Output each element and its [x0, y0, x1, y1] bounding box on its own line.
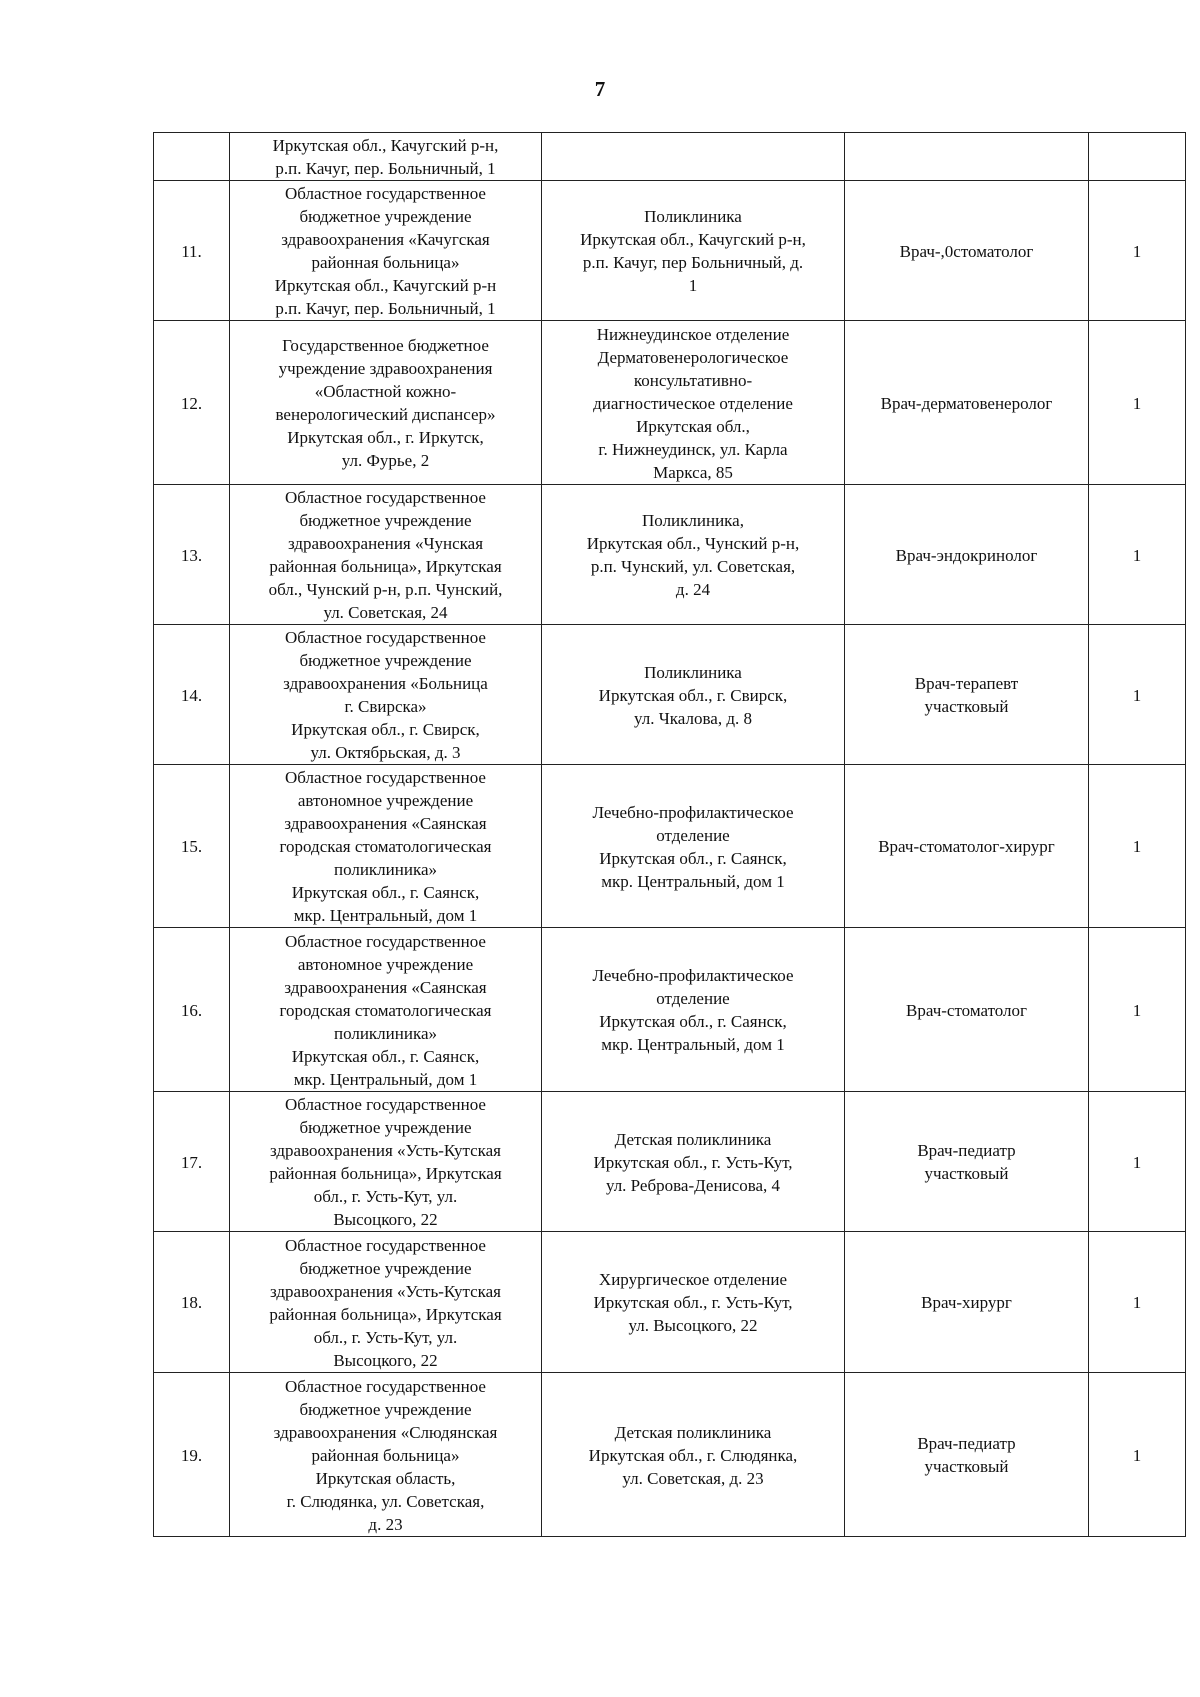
- table-row: [154, 1373, 1186, 1537]
- institution-cell: Областное государственное бюджетное учреждение здравоохранения «Усть-Кутская районная больница», Иркутская обл., г. Усть-Кут, ул. Высоцкого, 22: [230, 1092, 542, 1232]
- table-row: [154, 485, 1186, 625]
- table-row: [154, 1092, 1186, 1232]
- count-cell: 1: [1089, 321, 1186, 485]
- institution-cell: Иркутская обл., Качугский р-н, р.п. Качуг, пер. Больничный, 1: [230, 133, 542, 181]
- count-cell: [1089, 133, 1186, 181]
- table-row: [154, 133, 1186, 181]
- institution-cell: Областное государственное бюджетное учреждение здравоохранения «Усть-Кутская районная больница», Иркутская обл., г. Усть-Кут, ул. Высоцкого, 22: [230, 1232, 542, 1373]
- row-number: 19.: [154, 1373, 230, 1537]
- department-cell: Хирургическое отделение Иркутская обл., г. Усть-Кут, ул. Высоцкого, 22: [542, 1232, 845, 1373]
- position-cell: Врач-педиатр участковый: [845, 1373, 1089, 1537]
- table-row: [154, 928, 1186, 1092]
- row-number: 15.: [154, 765, 230, 928]
- table-body: [154, 133, 1186, 1537]
- institution-cell: Государственное бюджетное учреждение здравоохранения «Областной кожно- венерологический диспансер» Иркутская обл., г. Иркутск, ул. Фурье, 2: [230, 321, 542, 485]
- position-cell: Врач-эндокринолог: [845, 485, 1089, 625]
- department-cell: Поликлиника Иркутская обл., Качугский р-н, р.п. Качуг, пер Больничный, д. 1: [542, 181, 845, 321]
- count-cell: 1: [1089, 765, 1186, 928]
- department-cell: Поликлиника Иркутская обл., г. Свирск, ул. Чкалова, д. 8: [542, 625, 845, 765]
- institution-cell: Областное государственное бюджетное учреждение здравоохранения «Больница г. Свирска» Иркутская обл., г. Свирск, ул. Октябрьская, д. 3: [230, 625, 542, 765]
- count-cell: 1: [1089, 625, 1186, 765]
- position-cell: Врач-терапевт участковый: [845, 625, 1089, 765]
- count-cell: 1: [1089, 1373, 1186, 1537]
- vacancy-table: [153, 132, 1186, 1537]
- department-cell: Детская поликлиника Иркутская обл., г. Усть-Кут, ул. Реброва-Денисова, 4: [542, 1092, 845, 1232]
- position-cell: Врач-,0стоматолог: [845, 181, 1089, 321]
- table-row: [154, 625, 1186, 765]
- count-cell: 1: [1089, 1232, 1186, 1373]
- row-number: 12.: [154, 321, 230, 485]
- position-cell: Врач-стоматолог: [845, 928, 1089, 1092]
- position-cell: Врач-хирург: [845, 1232, 1089, 1373]
- row-number: [154, 133, 230, 181]
- department-cell: Лечебно-профилактическое отделение Иркутская обл., г. Саянск, мкр. Центральный, дом 1: [542, 765, 845, 928]
- position-cell: Врач-стоматолог-хирург: [845, 765, 1089, 928]
- count-cell: 1: [1089, 181, 1186, 321]
- row-number: 17.: [154, 1092, 230, 1232]
- table-row: [154, 1232, 1186, 1373]
- institution-cell: Областное государственное бюджетное учреждение здравоохранения «Качугская районная больница» Иркутская обл., Качугский р-н р.п. Качуг, пер. Больничный, 1: [230, 181, 542, 321]
- row-number: 16.: [154, 928, 230, 1092]
- position-cell: [845, 133, 1089, 181]
- institution-cell: Областное государственное автономное учреждение здравоохранения «Саянская городская стоматологическая поликлиника» Иркутская обл., г. Саянск, мкр. Центральный, дом 1: [230, 928, 542, 1092]
- department-cell: Поликлиника, Иркутская обл., Чунский р-н, р.п. Чунский, ул. Советская, д. 24: [542, 485, 845, 625]
- table-row: [154, 321, 1186, 485]
- row-number: 14.: [154, 625, 230, 765]
- table-row: [154, 765, 1186, 928]
- institution-cell: Областное государственное автономное учреждение здравоохранения «Саянская городская стоматологическая поликлиника» Иркутская обл., г. Саянск, мкр. Центральный, дом 1: [230, 765, 542, 928]
- count-cell: 1: [1089, 928, 1186, 1092]
- table-row: [154, 181, 1186, 321]
- department-cell: Лечебно-профилактическое отделение Иркутская обл., г. Саянск, мкр. Центральный, дом 1: [542, 928, 845, 1092]
- page-number: 7: [594, 77, 606, 101]
- position-cell: Врач-педиатр участковый: [845, 1092, 1089, 1232]
- institution-cell: Областное государственное бюджетное учреждение здравоохранения «Слюдянская районная больница» Иркутская область, г. Слюдянка, ул. Советская, д. 23: [230, 1373, 542, 1537]
- department-cell: Нижнеудинское отделение Дерматовенерологическое консультативно- диагностическое отделение Иркутская обл., г. Нижнеудинск, ул. Карла Маркса, 85: [542, 321, 845, 485]
- count-cell: 1: [1089, 1092, 1186, 1232]
- department-cell: Детская поликлиника Иркутская обл., г. Слюдянка, ул. Советская, д. 23: [542, 1373, 845, 1537]
- row-number: 13.: [154, 485, 230, 625]
- row-number: 11.: [154, 181, 230, 321]
- count-cell: 1: [1089, 485, 1186, 625]
- row-number: 18.: [154, 1232, 230, 1373]
- position-cell: Врач-дерматовенеролог: [845, 321, 1089, 485]
- institution-cell: Областное государственное бюджетное учреждение здравоохранения «Чунская районная больница», Иркутская обл., Чунский р-н, р.п. Чунский, ул. Советская, 24: [230, 485, 542, 625]
- department-cell: [542, 133, 845, 181]
